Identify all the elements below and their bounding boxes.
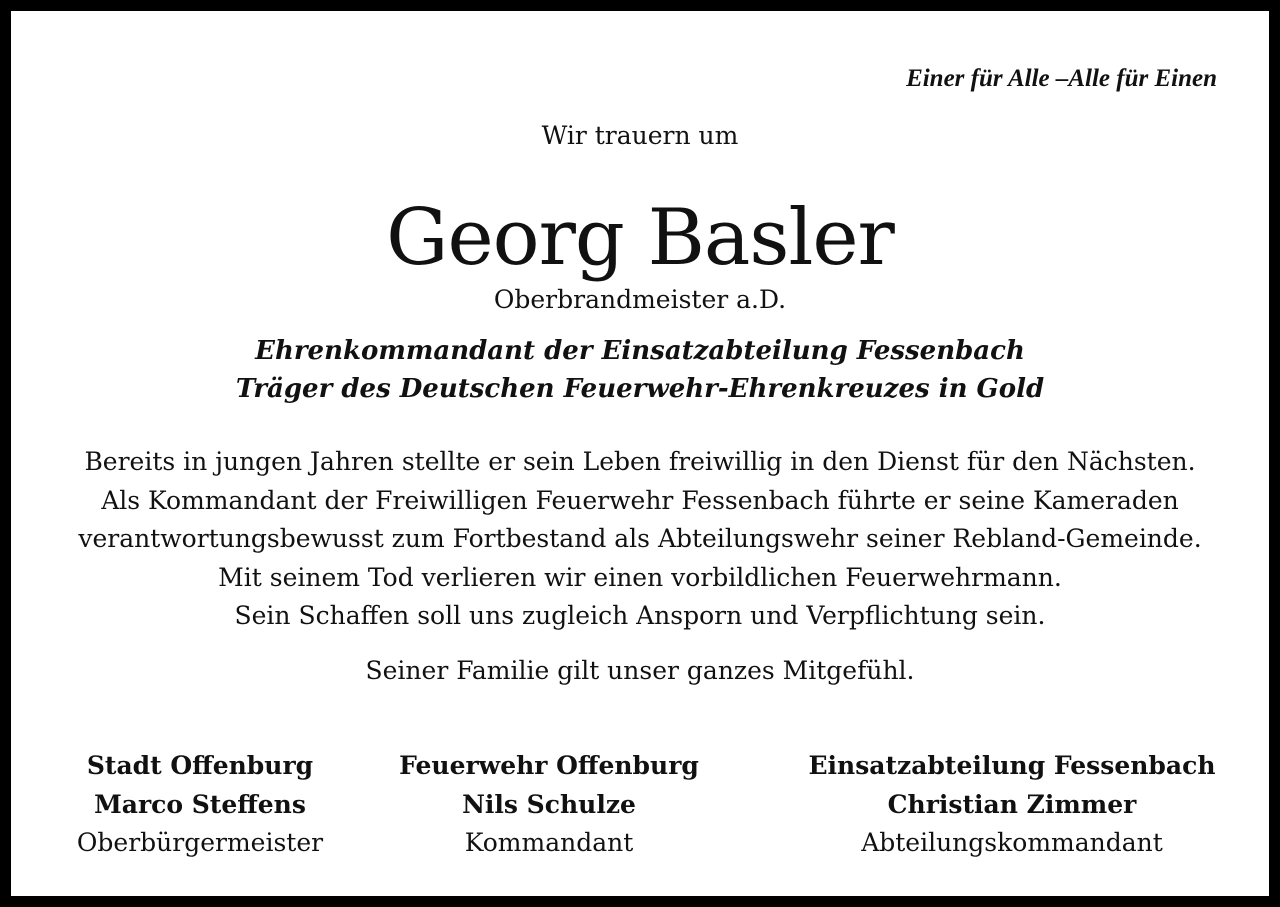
deceased-rank: Oberbrandmeister a.D.	[493, 285, 787, 314]
motto: Einer für Alle –Alle für Einen	[906, 65, 1217, 92]
signatory-org: Stadt Offenburg	[86, 751, 314, 780]
honors	[11, 332, 1269, 408]
signatory-person: Christian Zimmer	[887, 789, 1137, 819]
tribute-text	[11, 443, 1269, 636]
signatory-person: Nils Schulze	[462, 789, 636, 819]
tribute-line: verantwortungsbewusst zum Fortbestand als Abteilungswehr seiner Rebland-Gemeinde.	[78, 524, 1202, 553]
signatory-role: Oberbürgermeister	[76, 828, 324, 857]
signatory-person: Marco Steffens	[94, 789, 306, 819]
honor-line: Ehrenkommandant der Einsatzabteilung Fessenbach	[255, 336, 1025, 366]
sympathy-line: Seiner Familie gilt unser ganzes Mitgefühl.	[365, 656, 915, 685]
tribute-line: Bereits in jungen Jahren stellte er sein Leben freiwillig in den Dienst für den Nächsten.	[84, 447, 1196, 476]
signatory-org: Einsatzabteilung Fessenbach	[808, 751, 1216, 780]
tribute-line: Sein Schaffen soll uns zugleich Ansporn und Verpflichtung sein.	[234, 601, 1046, 630]
tribute-line: Als Kommandant der Freiwilligen Feuerwehr Fessenbach führte er seine Kameraden	[101, 485, 1179, 515]
honor-line: Träger des Deutschen Feuerwehr-Ehrenkreuzes in Gold	[235, 374, 1045, 404]
intro-text: Wir trauern um	[541, 121, 739, 150]
signatory-org: Feuerwehr Offenburg	[399, 751, 699, 780]
signatory-role: Abteilungskommandant	[861, 828, 1163, 857]
deceased-name: Georg Basler	[386, 193, 894, 283]
tribute-line: Mit seinem Tod verlieren wir einen vorbildlichen Feuerwehrmann.	[218, 562, 1062, 592]
signatory-role: Kommandant	[464, 828, 634, 857]
signatory-fire-department	[329, 747, 769, 863]
signatory-unit	[792, 747, 1232, 863]
